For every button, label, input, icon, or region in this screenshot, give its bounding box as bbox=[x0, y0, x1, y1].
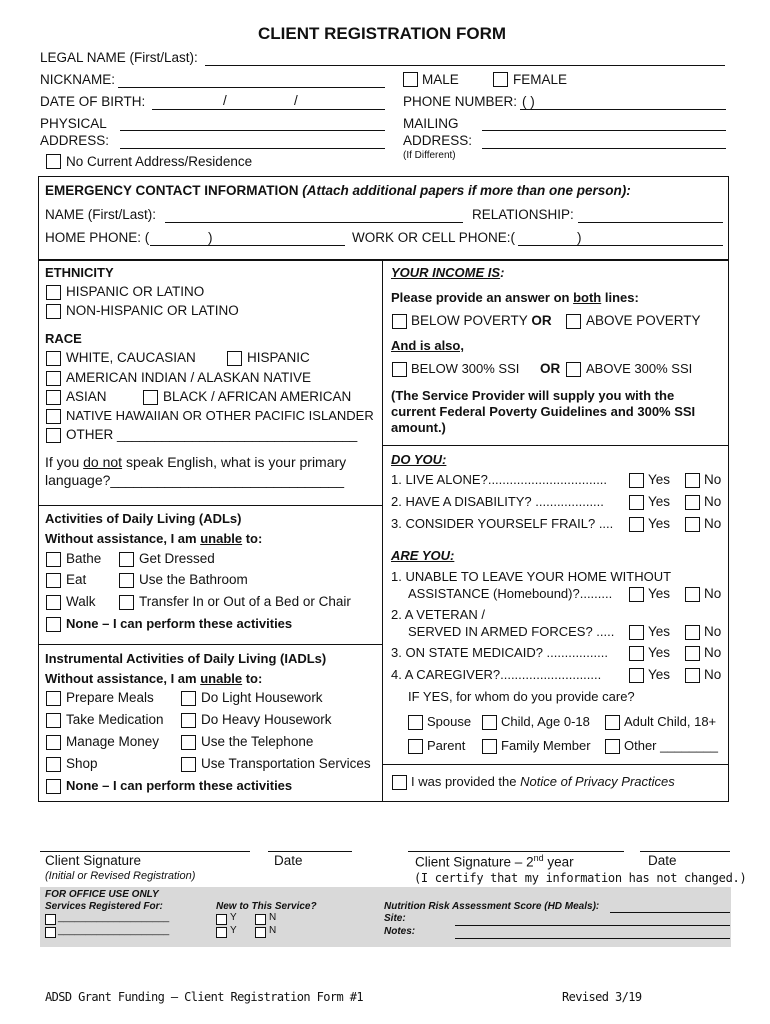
iadl-none-label: None – I can perform these activities bbox=[66, 778, 293, 793]
above-ssi-label: ABOVE 300% SSI bbox=[586, 361, 693, 376]
child-label: Child, Age 0-18 bbox=[501, 714, 590, 729]
eat-label: Eat bbox=[66, 572, 87, 587]
no-label: No bbox=[704, 472, 722, 487]
below-ssi-checkbox[interactable] bbox=[392, 362, 407, 377]
n-label: N bbox=[269, 925, 277, 936]
mailing-label: MAILING bbox=[403, 116, 459, 131]
transfer-label: Transfer In or Out of a Bed or Chair bbox=[139, 594, 351, 609]
if-different-note: (If Different) bbox=[403, 150, 456, 161]
phone-field[interactable] bbox=[520, 109, 726, 110]
and-also-label: And is also, bbox=[391, 338, 464, 353]
mailing-address-label: ADDRESS: bbox=[403, 133, 473, 148]
get-dressed-label: Get Dressed bbox=[139, 551, 215, 566]
bathe-checkbox[interactable] bbox=[46, 552, 61, 567]
dob-label: DATE OF BIRTH: bbox=[40, 94, 146, 109]
white-label: WHITE, CAUCASIAN bbox=[66, 350, 196, 365]
bathe-label: Bathe bbox=[66, 551, 102, 566]
bathroom-label: Use the Bathroom bbox=[139, 572, 248, 587]
black-checkbox[interactable] bbox=[143, 390, 158, 405]
divider-adl bbox=[38, 505, 383, 506]
date-line[interactable] bbox=[268, 851, 352, 852]
female-checkbox[interactable] bbox=[493, 72, 508, 87]
iadl-heading: Instrumental Activities of Daily Living (IADLs) bbox=[45, 651, 327, 666]
black-label: BLACK / AFRICAN AMERICAN bbox=[163, 389, 352, 404]
nutrition-score-label: Nutrition Risk Assessment Score (HD Meals): bbox=[384, 901, 600, 912]
no-label: No bbox=[704, 516, 722, 531]
no-address-label: No Current Address/Residence bbox=[66, 154, 253, 169]
walk-checkbox[interactable] bbox=[46, 595, 61, 610]
care-other-label: Other ________ bbox=[624, 738, 718, 753]
service-2-checkbox[interactable] bbox=[45, 927, 56, 938]
live-alone-yes-checkbox[interactable] bbox=[629, 473, 644, 488]
work-phone-label: WORK OR CELL PHONE:( bbox=[352, 230, 516, 245]
nickname-field[interactable] bbox=[118, 87, 385, 88]
asian-checkbox[interactable] bbox=[46, 390, 61, 405]
dob-field[interactable] bbox=[152, 109, 385, 110]
walk-label: Walk bbox=[66, 594, 96, 609]
legal-name-label: LEGAL NAME (First/Last): bbox=[40, 50, 198, 65]
income-instructions: Please provide an answer on both lines: bbox=[391, 290, 639, 305]
language-answer-field[interactable]: language?______________________________ bbox=[45, 472, 344, 488]
disability-no-checkbox[interactable] bbox=[685, 495, 700, 510]
service-1-field[interactable]: ____________________ bbox=[58, 912, 170, 923]
physical-address-field-1[interactable] bbox=[120, 130, 385, 131]
client-signature-2-label: Client Signature – 2nd year bbox=[415, 853, 574, 870]
adult-child-checkbox[interactable] bbox=[605, 715, 620, 730]
office-use-heading: FOR OFFICE USE ONLY bbox=[45, 889, 159, 900]
emergency-name-label: NAME (First/Last): bbox=[45, 207, 157, 222]
dob-slash: / bbox=[294, 93, 298, 108]
manage-money-label: Manage Money bbox=[66, 734, 160, 749]
yes-label: Yes bbox=[648, 494, 671, 509]
new-1-yes-checkbox[interactable] bbox=[216, 914, 227, 925]
no-label: No bbox=[704, 586, 722, 601]
child-checkbox[interactable] bbox=[482, 715, 497, 730]
live-alone-no-checkbox[interactable] bbox=[685, 473, 700, 488]
take-medication-label: Take Medication bbox=[66, 712, 164, 727]
yes-label: Yes bbox=[648, 624, 671, 639]
mailing-address-field-1[interactable] bbox=[482, 130, 726, 131]
relationship-field[interactable] bbox=[578, 222, 723, 223]
both-underlined: both bbox=[573, 290, 602, 305]
client-signature-line[interactable] bbox=[40, 851, 250, 852]
male-checkbox[interactable] bbox=[403, 72, 418, 87]
relationship-label: RELATIONSHIP: bbox=[472, 207, 574, 222]
caregiver-for-whom: IF YES, for whom do you provide care? bbox=[408, 689, 635, 704]
legal-name-field[interactable] bbox=[205, 65, 725, 66]
spouse-label: Spouse bbox=[427, 714, 472, 729]
no-label: No bbox=[704, 494, 722, 509]
race-hispanic-label: HISPANIC bbox=[247, 350, 310, 365]
date-label: Date bbox=[274, 853, 303, 868]
transportation-checkbox[interactable] bbox=[181, 757, 196, 772]
live-alone-question: 1. LIVE ALONE?................................. bbox=[391, 472, 608, 487]
family-member-checkbox[interactable] bbox=[482, 739, 497, 754]
service-2-field[interactable]: ____________________ bbox=[58, 925, 170, 936]
care-other-checkbox[interactable] bbox=[605, 739, 620, 754]
home-phone-close: ) bbox=[208, 230, 213, 245]
client-signature-label: Client Signature bbox=[45, 853, 142, 868]
yes-label: Yes bbox=[648, 472, 671, 487]
disability-yes-checkbox[interactable] bbox=[629, 495, 644, 510]
new-2-no-checkbox[interactable] bbox=[255, 927, 266, 938]
adult-child-label: Adult Child, 18+ bbox=[624, 714, 717, 729]
y-label: Y bbox=[230, 912, 237, 923]
below-poverty-checkbox[interactable] bbox=[392, 314, 407, 329]
non-hispanic-label: NON-HISPANIC OR LATINO bbox=[66, 303, 239, 318]
divider-privacy bbox=[383, 764, 728, 765]
work-phone-field[interactable] bbox=[518, 245, 723, 246]
transportation-label: Use Transportation Services bbox=[201, 756, 371, 771]
non-hispanic-checkbox[interactable] bbox=[46, 304, 61, 319]
ssi-or-label: OR bbox=[540, 361, 561, 376]
light-housework-checkbox[interactable] bbox=[181, 691, 196, 706]
new-1-no-checkbox[interactable] bbox=[255, 914, 266, 925]
veteran-no-checkbox[interactable] bbox=[685, 625, 700, 640]
asian-label: ASIAN bbox=[66, 389, 107, 404]
page-title: CLIENT REGISTRATION FORM bbox=[258, 24, 507, 43]
heavy-housework-label: Do Heavy Housework bbox=[201, 712, 332, 727]
race-hispanic-checkbox[interactable] bbox=[227, 351, 242, 366]
new-2-yes-checkbox[interactable] bbox=[216, 927, 227, 938]
above-ssi-checkbox[interactable] bbox=[566, 362, 581, 377]
yes-label: Yes bbox=[648, 645, 671, 660]
parent-label: Parent bbox=[427, 738, 466, 753]
veteran-question-1: 2. A VETERAN / bbox=[391, 607, 485, 622]
bathroom-checkbox[interactable] bbox=[119, 573, 134, 588]
y-label: Y bbox=[230, 925, 237, 936]
frail-no-checkbox[interactable] bbox=[685, 517, 700, 532]
homebound-question-2: ASSISTANCE (Homebound)?......... bbox=[408, 586, 613, 601]
income-note-3: amount.) bbox=[391, 420, 446, 435]
eat-checkbox[interactable] bbox=[46, 573, 61, 588]
emergency-heading: EMERGENCY CONTACT INFORMATION (Attach additional papers if more than one person): bbox=[45, 183, 631, 198]
prepare-meals-checkbox[interactable] bbox=[46, 691, 61, 706]
frail-question: 3. CONSIDER YOURSELF FRAIL? .... bbox=[391, 516, 614, 531]
american-indian-label: AMERICAN INDIAN / ALASKAN NATIVE bbox=[66, 370, 312, 385]
caregiver-yes-checkbox[interactable] bbox=[629, 668, 644, 683]
heavy-housework-checkbox[interactable] bbox=[181, 713, 196, 728]
disability-question: 2. HAVE A DISABILITY? ................... bbox=[391, 494, 604, 509]
no-address-checkbox[interactable] bbox=[46, 154, 61, 169]
language-question: If you do not speak English, what is your primary bbox=[45, 454, 347, 470]
physical-address-label: ADDRESS: bbox=[40, 133, 110, 148]
site-field[interactable] bbox=[455, 925, 730, 926]
iadl-none-checkbox[interactable] bbox=[46, 779, 61, 794]
transfer-checkbox[interactable] bbox=[119, 595, 134, 610]
certify-note: (I certify that my information has not changed.) bbox=[414, 871, 747, 885]
home-phone-field[interactable] bbox=[150, 245, 345, 246]
do-you-heading: DO YOU: bbox=[391, 452, 447, 467]
income-note-1: (The Service Provider will supply you with the bbox=[391, 388, 675, 403]
footer-form-id: ADSD Grant Funding – Client Registration Form #1 bbox=[45, 990, 363, 1004]
home-phone-label: HOME PHONE: ( bbox=[45, 230, 150, 245]
below-ssi-label: BELOW 300% SSI bbox=[411, 361, 520, 376]
hawaiian-label: NATIVE HAWAIIAN OR OTHER PACIFIC ISLANDER bbox=[66, 408, 374, 423]
veteran-yes-checkbox[interactable] bbox=[629, 625, 644, 640]
ethnicity-heading: ETHNICITY bbox=[45, 265, 114, 280]
phone-label: PHONE NUMBER: bbox=[403, 94, 518, 109]
above-poverty-checkbox[interactable] bbox=[566, 314, 581, 329]
race-other-checkbox[interactable] bbox=[46, 428, 61, 443]
female-label: FEMALE bbox=[513, 72, 568, 87]
service-1-checkbox[interactable] bbox=[45, 914, 56, 925]
parent-checkbox[interactable] bbox=[408, 739, 423, 754]
veteran-question-2: SERVED IN ARMED FORCES? ..... bbox=[408, 624, 615, 639]
hispanic-latino-label: HISPANIC OR LATINO bbox=[66, 284, 205, 299]
telephone-checkbox[interactable] bbox=[181, 735, 196, 750]
yes-label: Yes bbox=[648, 586, 671, 601]
yes-label: Yes bbox=[648, 667, 671, 682]
take-medication-checkbox[interactable] bbox=[46, 713, 61, 728]
divider-doyou bbox=[383, 445, 728, 446]
homebound-question-1: 1. UNABLE TO LEAVE YOUR HOME WITHOUT bbox=[391, 569, 672, 584]
date-2-label: Date bbox=[648, 853, 677, 868]
male-label: MALE bbox=[422, 72, 459, 87]
no-label: No bbox=[704, 667, 722, 682]
no-label: No bbox=[704, 624, 722, 639]
iadl-subheading: Without assistance, I am unable to: bbox=[45, 671, 263, 686]
below-poverty-label: BELOW POVERTY OR bbox=[411, 313, 552, 328]
hispanic-latino-checkbox[interactable] bbox=[46, 285, 61, 300]
footer-revised: Revised 3/19 bbox=[562, 990, 642, 1004]
race-heading: RACE bbox=[45, 331, 82, 346]
income-heading: YOUR INCOME IS: bbox=[391, 265, 505, 280]
new-service-label: New to This Service? bbox=[216, 901, 317, 912]
nutrition-score-field[interactable] bbox=[610, 912, 730, 913]
column-divider bbox=[382, 260, 383, 801]
manage-money-checkbox[interactable] bbox=[46, 735, 61, 750]
notes-label: Notes: bbox=[384, 926, 416, 937]
adl-none-label: None – I can perform these activities bbox=[66, 616, 293, 631]
are-you-heading: ARE YOU: bbox=[391, 548, 455, 563]
medicaid-yes-checkbox[interactable] bbox=[629, 646, 644, 661]
dob-slash: / bbox=[223, 93, 227, 108]
family-member-label: Family Member bbox=[501, 738, 591, 753]
physical-label: PHYSICAL bbox=[40, 116, 107, 131]
above-poverty-label: ABOVE POVERTY bbox=[586, 313, 701, 328]
yes-label: Yes bbox=[648, 516, 671, 531]
physical-address-field-2[interactable] bbox=[120, 148, 385, 149]
prepare-meals-label: Prepare Meals bbox=[66, 690, 154, 705]
site-label: Site: bbox=[384, 913, 406, 924]
divider-iadl bbox=[38, 644, 383, 645]
privacy-checkbox[interactable] bbox=[392, 775, 407, 790]
nickname-label: NICKNAME: bbox=[40, 72, 116, 87]
adl-subheading: Without assistance, I am unable to: bbox=[45, 531, 263, 546]
phone-parens: ( ) bbox=[522, 94, 535, 109]
privacy-label: I was provided the Notice of Privacy Practices bbox=[411, 774, 675, 789]
medicaid-question: 3. ON STATE MEDICAID? ................. bbox=[391, 645, 608, 660]
income-note-2: current Federal Poverty Guidelines and 300% SSI bbox=[391, 404, 696, 419]
shop-checkbox[interactable] bbox=[46, 757, 61, 772]
work-phone-close: ) bbox=[577, 230, 582, 245]
medicaid-no-checkbox[interactable] bbox=[685, 646, 700, 661]
mailing-address-field-2[interactable] bbox=[482, 148, 726, 149]
no-label: No bbox=[704, 645, 722, 660]
n-label: N bbox=[269, 912, 277, 923]
adl-none-checkbox[interactable] bbox=[46, 617, 61, 632]
shop-label: Shop bbox=[66, 756, 98, 771]
frail-yes-checkbox[interactable] bbox=[629, 517, 644, 532]
adl-heading: Activities of Daily Living (ADLs) bbox=[45, 511, 242, 526]
income-instructions-suffix: lines: bbox=[604, 290, 639, 305]
get-dressed-checkbox[interactable] bbox=[119, 552, 134, 567]
initial-registration-note: (Initial or Revised Registration) bbox=[45, 870, 196, 882]
spouse-checkbox[interactable] bbox=[408, 715, 423, 730]
american-indian-checkbox[interactable] bbox=[46, 371, 61, 386]
client-signature-2-line[interactable] bbox=[408, 851, 624, 852]
light-housework-label: Do Light Housework bbox=[201, 690, 323, 705]
caregiver-question: 4. A CAREGIVER?............................ bbox=[391, 667, 602, 682]
white-checkbox[interactable] bbox=[46, 351, 61, 366]
race-other-label: OTHER ________________________________ bbox=[66, 427, 358, 442]
emergency-name-field[interactable] bbox=[165, 222, 463, 223]
homebound-yes-checkbox[interactable] bbox=[629, 587, 644, 602]
notes-field[interactable] bbox=[455, 938, 730, 939]
date-2-line[interactable] bbox=[640, 851, 730, 852]
services-registered-label: Services Registered For: bbox=[45, 901, 163, 912]
telephone-label: Use the Telephone bbox=[201, 734, 314, 749]
homebound-no-checkbox[interactable] bbox=[685, 587, 700, 602]
caregiver-no-checkbox[interactable] bbox=[685, 668, 700, 683]
hawaiian-checkbox[interactable] bbox=[46, 409, 61, 424]
